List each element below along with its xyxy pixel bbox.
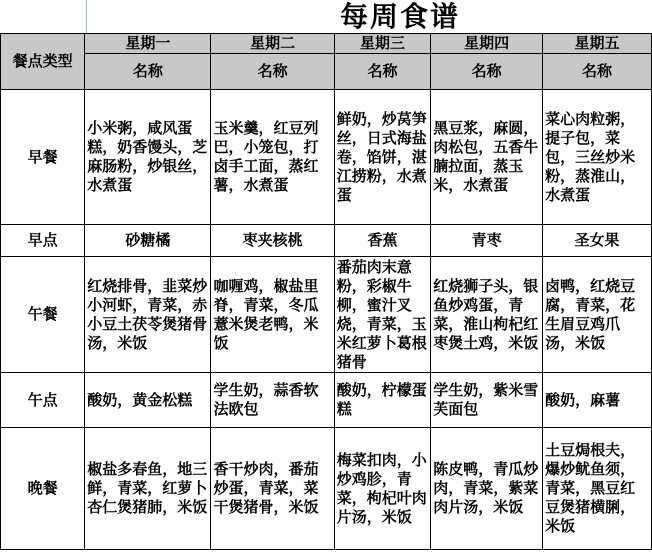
header-row-days	[1, 34, 652, 54]
table-cell[interactable]: 小米粥，咸风蛋糕，奶香馒头，芝麻肠粉，炒银丝，水煮蛋	[85, 90, 211, 225]
table-cell[interactable]: 香干炒肉，番茄炒蛋，青菜，菜干煲猪骨，米饭	[211, 428, 334, 550]
table-cell[interactable]: 学生奶，紫米雪芙面包	[431, 373, 543, 428]
page-title: 每周食谱	[340, 0, 461, 33]
table-row-afternoon-snack	[1, 373, 652, 428]
meal-label-breakfast[interactable]: 早餐	[1, 90, 85, 225]
table-row-morning-snack	[1, 225, 652, 257]
name-header-thursday[interactable]: 名称	[431, 54, 543, 90]
table-cell[interactable]: 土豆焗根夫，爆炒鱿鱼须，青菜，黑豆红豆煲猪横脷，米饭	[543, 428, 652, 550]
table-cell[interactable]: 咖喱鸡，椒盐里脊，青菜，冬瓜薏米煲老鸭，米饭	[211, 257, 334, 373]
table-cell[interactable]: 椒盐多春鱼，地三鲜，青菜，红萝卜杏仁煲猪肺，米饭	[85, 428, 211, 550]
meal-label-lunch[interactable]: 午餐	[1, 257, 85, 373]
table-cell[interactable]: 圣女果	[543, 225, 652, 257]
table-row-lunch	[1, 257, 652, 373]
table-cell[interactable]: 番茄肉末意粉，彩椒牛柳，蜜汁叉烧，青菜，玉米红萝卜葛根猪骨	[334, 257, 431, 373]
table-cell[interactable]: 梅菜扣肉，小炒鸡胗，青菜，枸杞叶肉片汤，米饭	[334, 428, 431, 550]
table-cell[interactable]: 学生奶，蒜香软法欧包	[211, 373, 334, 428]
day-header-wednesday[interactable]: 星期三	[334, 34, 431, 54]
table-row-dinner	[1, 428, 652, 550]
table-cell[interactable]: 红烧狮子头，银鱼炒鸡蛋，青菜，淮山枸杞红枣煲土鸡，米饭	[431, 257, 543, 373]
name-header-friday[interactable]: 名称	[543, 54, 652, 90]
table-cell[interactable]: 黑豆浆，麻圆，肉松包，五香牛腩拉面，蒸玉米，水煮蛋	[431, 90, 543, 225]
table-row-breakfast	[1, 90, 652, 225]
name-header-wednesday[interactable]: 名称	[334, 54, 431, 90]
table-cell[interactable]: 鲜奶，炒莴笋丝，日式海盐卷，馅饼，湛江捞粉，水煮蛋	[334, 90, 431, 225]
day-header-tuesday[interactable]: 星期二	[211, 34, 334, 54]
table-cell[interactable]: 玉米羹，红豆列巴，小笼包，打卤手工面，蒸红薯，水煮蛋	[211, 90, 334, 225]
table-cell[interactable]: 红烧排骨，韭菜炒小河虾，青菜，赤小豆土茯苓煲猪骨汤，米饭	[85, 257, 211, 373]
table-cell[interactable]: 香蕉	[334, 225, 431, 257]
table-cell[interactable]: 酸奶，黄金松糕	[85, 373, 211, 428]
table-cell[interactable]: 酸奶，麻薯	[543, 373, 652, 428]
meal-label-afternoon-snack[interactable]: 午点	[1, 373, 85, 428]
table-cell[interactable]: 砂糖橘	[85, 225, 211, 257]
top-left-blank-cell	[0, 0, 87, 34]
meal-type-header[interactable]: 餐点类型	[1, 34, 85, 90]
day-header-thursday[interactable]: 星期四	[431, 34, 543, 54]
meal-label-dinner[interactable]: 晚餐	[1, 428, 85, 550]
table-cell[interactable]: 卤鸭，红烧豆腐，青菜，花生眉豆鸡爪汤，米饭	[543, 257, 652, 373]
name-header-monday[interactable]: 名称	[85, 54, 211, 90]
weekly-menu-table	[0, 33, 652, 550]
table-cell[interactable]: 青枣	[431, 225, 543, 257]
day-header-monday[interactable]: 星期一	[85, 34, 211, 54]
day-header-friday[interactable]: 星期五	[543, 34, 652, 54]
meal-label-morning-snack[interactable]: 早点	[1, 225, 85, 257]
table-cell[interactable]: 菜心肉粒粥，提子包，菜包，三丝炒米粉，蒸淮山，水煮蛋	[543, 90, 652, 225]
table-cell[interactable]: 枣夹核桃	[211, 225, 334, 257]
table-cell[interactable]: 酸奶，柠檬蛋糕	[334, 373, 431, 428]
table-cell[interactable]: 陈皮鸭，青瓜炒肉，青菜，紫菜肉片汤，米饭	[431, 428, 543, 550]
name-header-tuesday[interactable]: 名称	[211, 54, 334, 90]
header-row-names	[1, 54, 652, 90]
